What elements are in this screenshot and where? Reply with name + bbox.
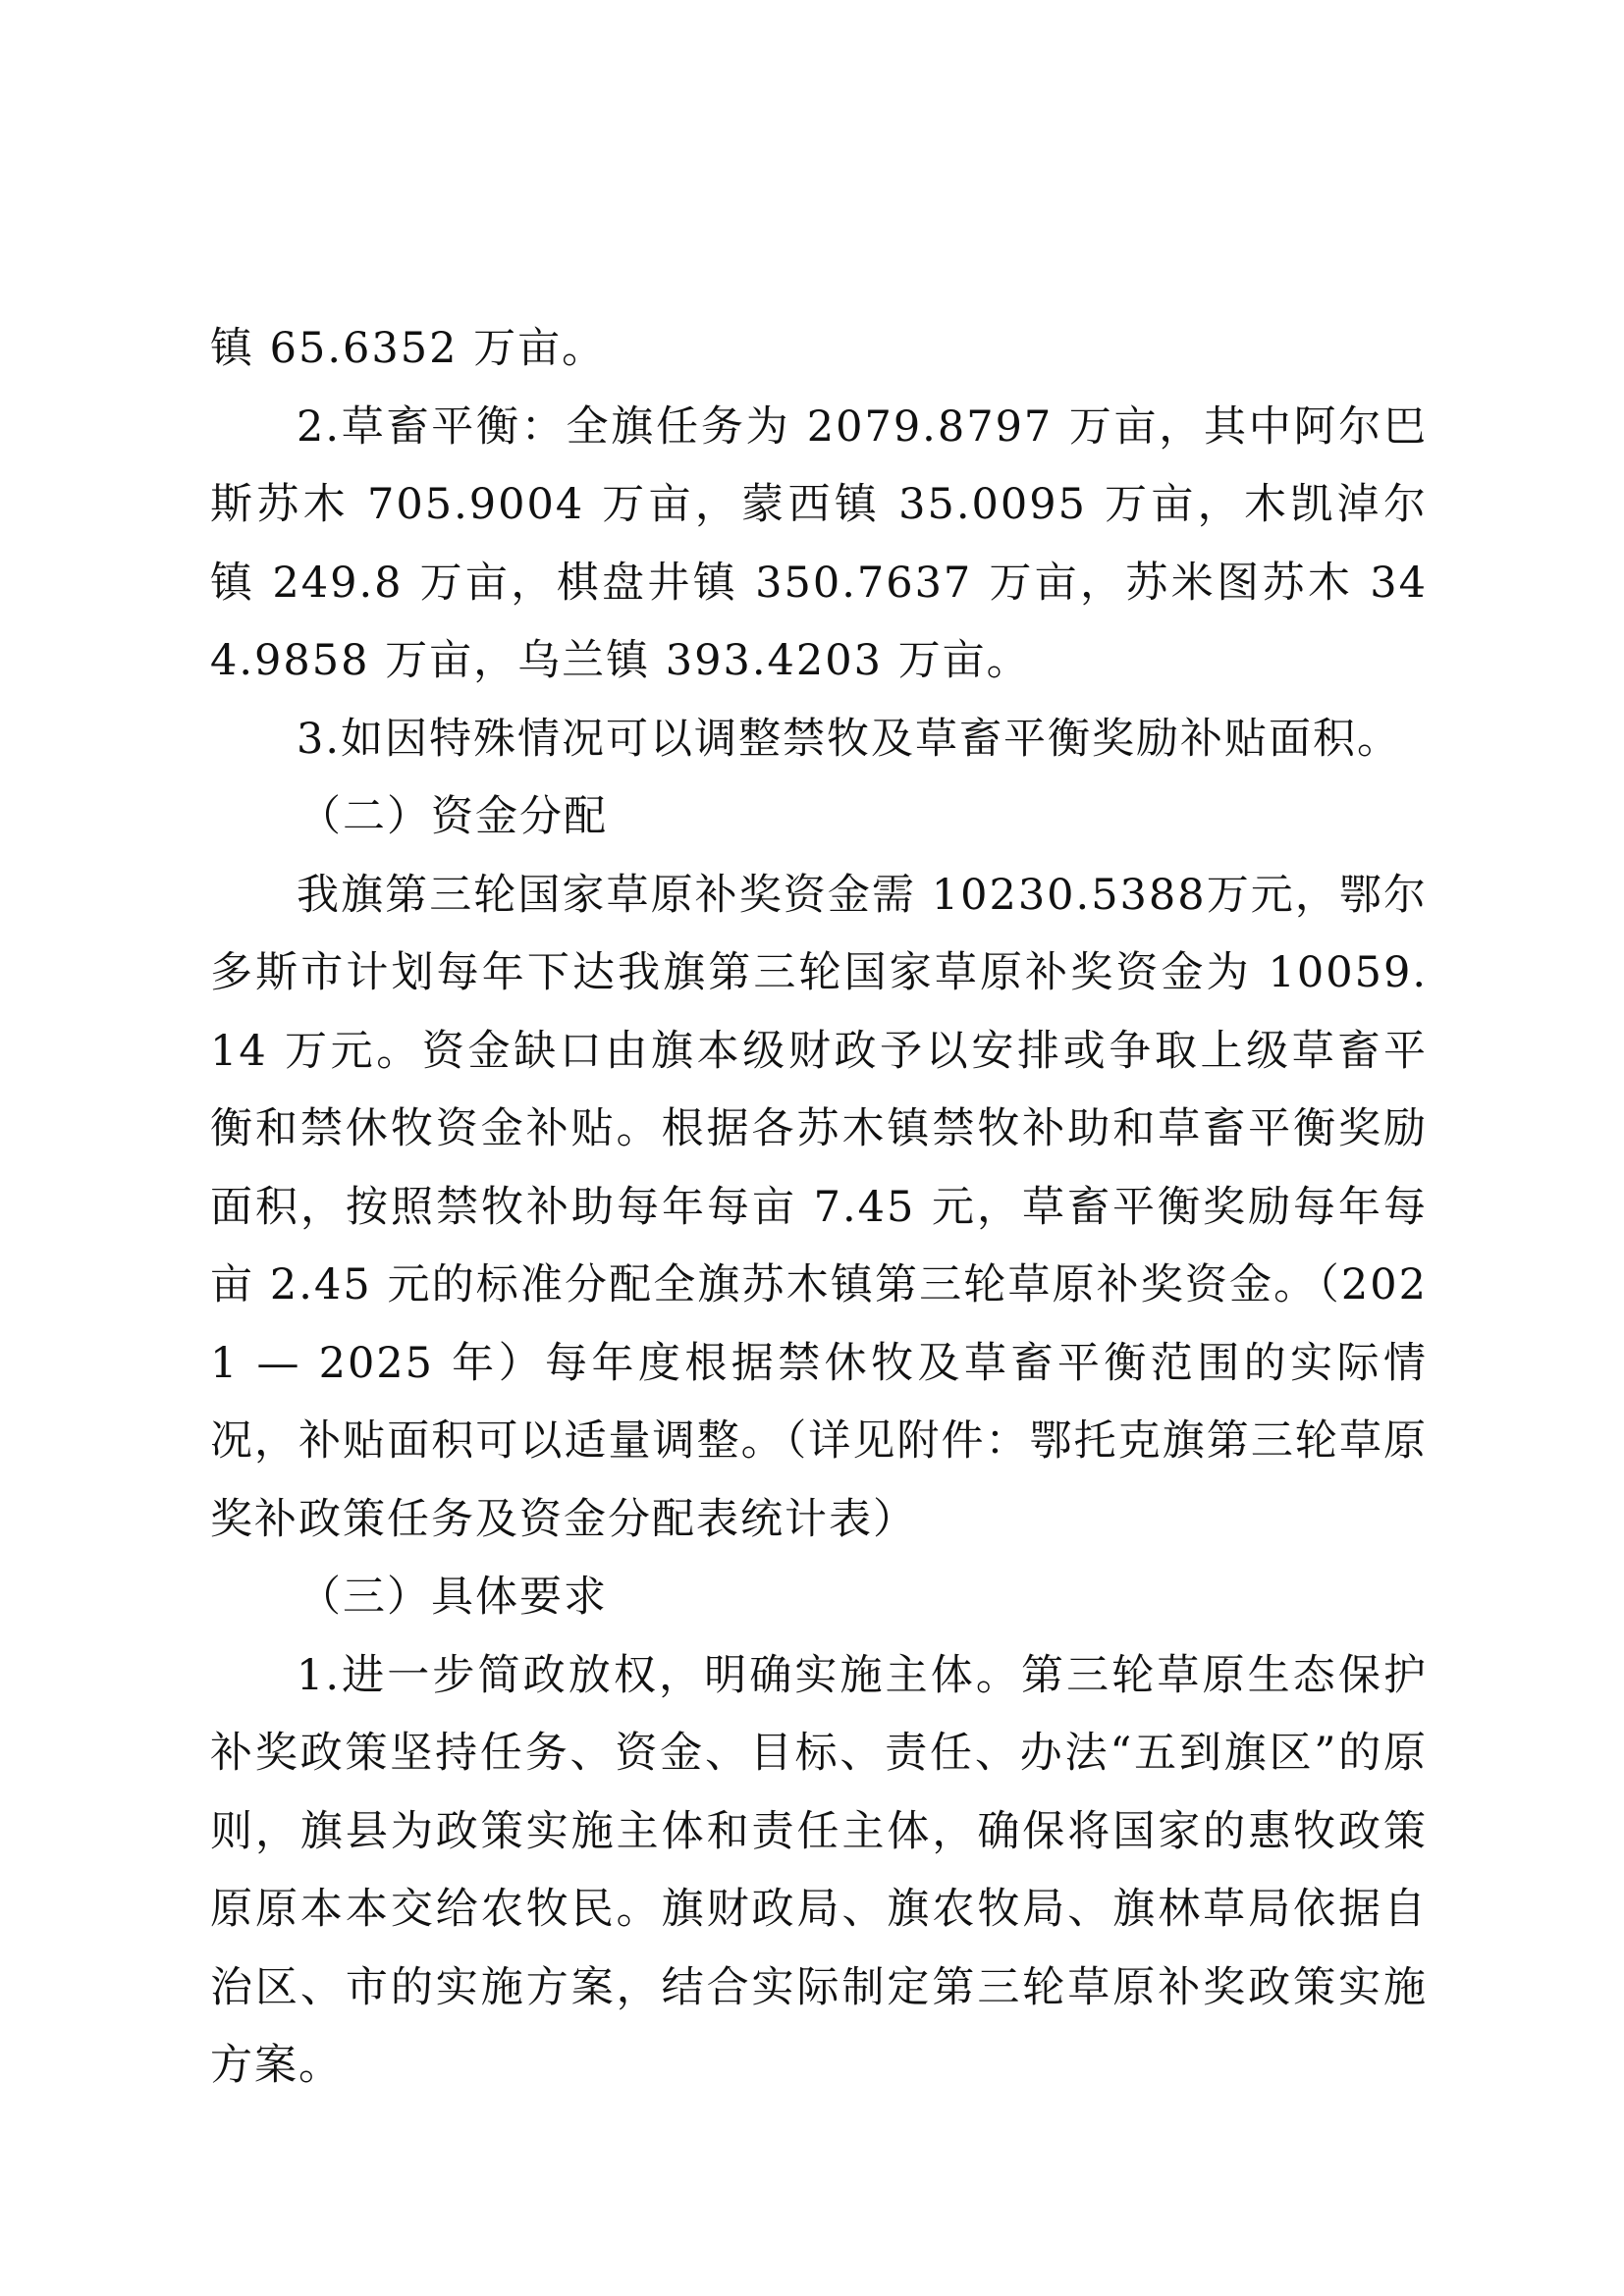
paragraph-continuation: 镇 65.6352 万亩。	[210, 324, 607, 373]
section-heading-specific-requirements: （三）具体要求	[298, 1573, 608, 1622]
paragraph-special-adjustment: 3.如因特殊情况可以调整禁牧及草畜平衡奖励补贴面积。	[297, 714, 1402, 764]
paragraph-fund-allocation: 我旗第三轮国家草原补奖资金需 10230.5388万元，鄂尔多斯市计划每年下达我旗第三轮国家草原补奖资金为 10059.14 万元。资金缺口由旗本级财政予以安排或争取上级草畜平衡和禁休牧资金补贴。根据各苏木镇禁牧补助和草畜平衡奖励面积，按照禁牧补助每年每亩 7.45 元，草畜平衡奖励每年每亩 2.45 元的标准分配全旗苏木镇第三轮草原补奖资金。（2021 — 2025 年）每年度根据禁休牧及草畜平衡范围的实际情况，补贴面积可以适量调整。（详见附件：鄂托克旗第三轮草原奖补政策任务及资金分配表统计表）	[210, 870, 1428, 1544]
paragraph-requirement-1: 1.进一步简政放权，明确实施主体。第三轮草原生态保护补奖政策坚持任务、资金、目标、责任、办法“五到旗区”的原则，旗县为政策实施主体和责任主体，确保将国家的惠牧政策原原本本交给农牧民。旗财政局、旗农牧局、旗林草局依据自治区、市的实施方案，结合实际制定第三轮草原补奖政策实施方案。	[210, 1650, 1428, 2090]
section-heading-fund-allocation: （二）资金分配	[298, 792, 608, 841]
document-body	[210, 310, 1428, 2106]
paragraph-grass-livestock-balance: 2.草畜平衡：全旗任务为 2079.8797 万亩，其中阿尔巴斯苏木 705.9004 万亩，蒙西镇 35.0095 万亩，木凯淖尔镇 249.8 万亩，棋盘井镇 350.7637 万亩，苏米图苏木 344.9858 万亩，乌兰镇 393.4203 万亩。	[210, 401, 1428, 685]
